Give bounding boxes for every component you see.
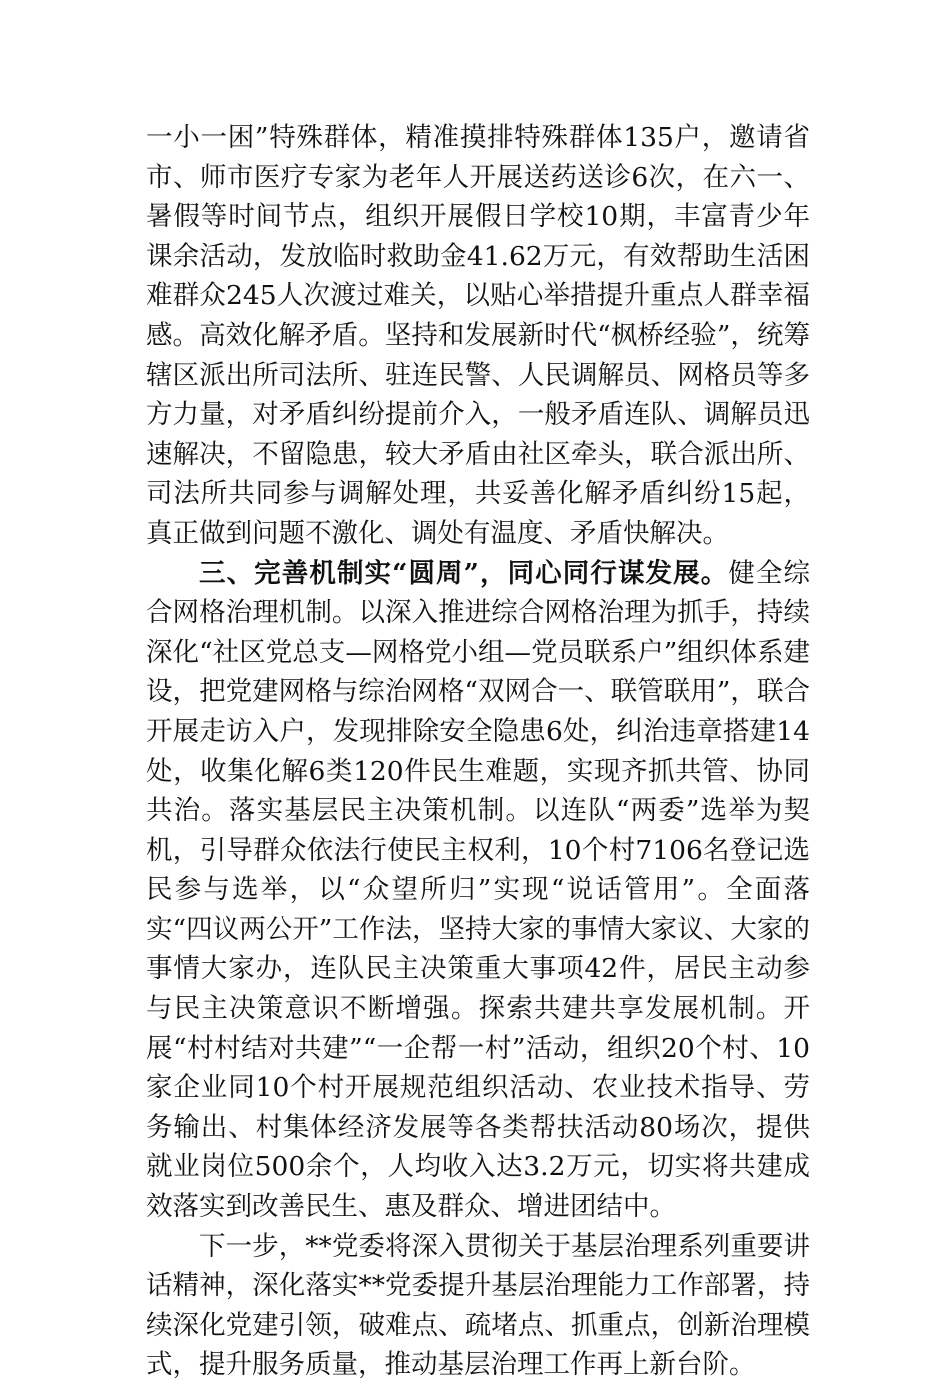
section-heading: 三、完善机制实“圆周”，同心同行谋发展。	[199, 557, 729, 589]
paragraph-next-steps: 下一步，**党委将深入贯彻关于基层治理系列重要讲话精神，深化落实**党委提升基层治理能力工作部署，持续深化党建引领，破难点、疏堵点、抓重点，创新治理模式，提升服务质量，推动基层治理工作再上新台阶。	[146, 1230, 810, 1381]
paragraph-continuation: 一小一困”特殊群体，精准摸排特殊群体135户，邀请省市、师市医疗专家为老年人开展送药送诊6次，在六一、暑假等时间节点，组织开展假日学校10期，丰富青少年课余活动，发放临时救助金41.62万元，有效帮助生活困难群众245人次渡过难关，以贴心举措提升重点人群幸福感。高效化解矛盾。坚持和发展新时代“枫桥经验”，统筹辖区派出所司法所、驻连民警、人民调解员、网格员等多方力量，对矛盾纠纷提前介入，一般矛盾连队、调解员迅速解决，不留隐患，较大矛盾由社区牵头，联合派出所、司法所共同参与调解处理，共妥善化解矛盾纠纷15起，真正做到问题不激化、调处有温度、矛盾快解决。	[146, 122, 810, 549]
section-body: 健全综合网格治理机制。以深入推进综合网格治理为抓手，持续深化“社区党总支—网格党小组—党员联系户”组织体系建设，把党建网格与综治网格“双网合一、联管联用”，联合开展走访入户，发现排除安全隐患6处，纠治违章搭建14处，收集化解6类120件民生难题，实现齐抓共管、协同共治。落实基层民主决策机制。以连队“两委”选举为契机，引导群众依法行使民主权利，10个村7106名登记选民参与选举，以“众望所归”实现“说话管用”。全面落实“四议两公开”工作法，坚持大家的事情大家议、大家的事情大家办，连队民主决策重大事项42件，居民主动参与民主决策意识不断增强。探索共建共享发展机制。开展“村村结对共建”“一企帮一村”活动，组织20个村、10家企业同10个村开展规范组织活动、农业技术指导、劳务输出、村集体经济发展等各类帮扶活动80场次，提供就业岗位500余个，人均收入达3.2万元，切实将共建成效落实到改善民生、惠及群众、增进团结中。	[146, 557, 810, 1223]
document-body	[146, 118, 810, 1385]
paragraph-section-three	[146, 554, 810, 1227]
